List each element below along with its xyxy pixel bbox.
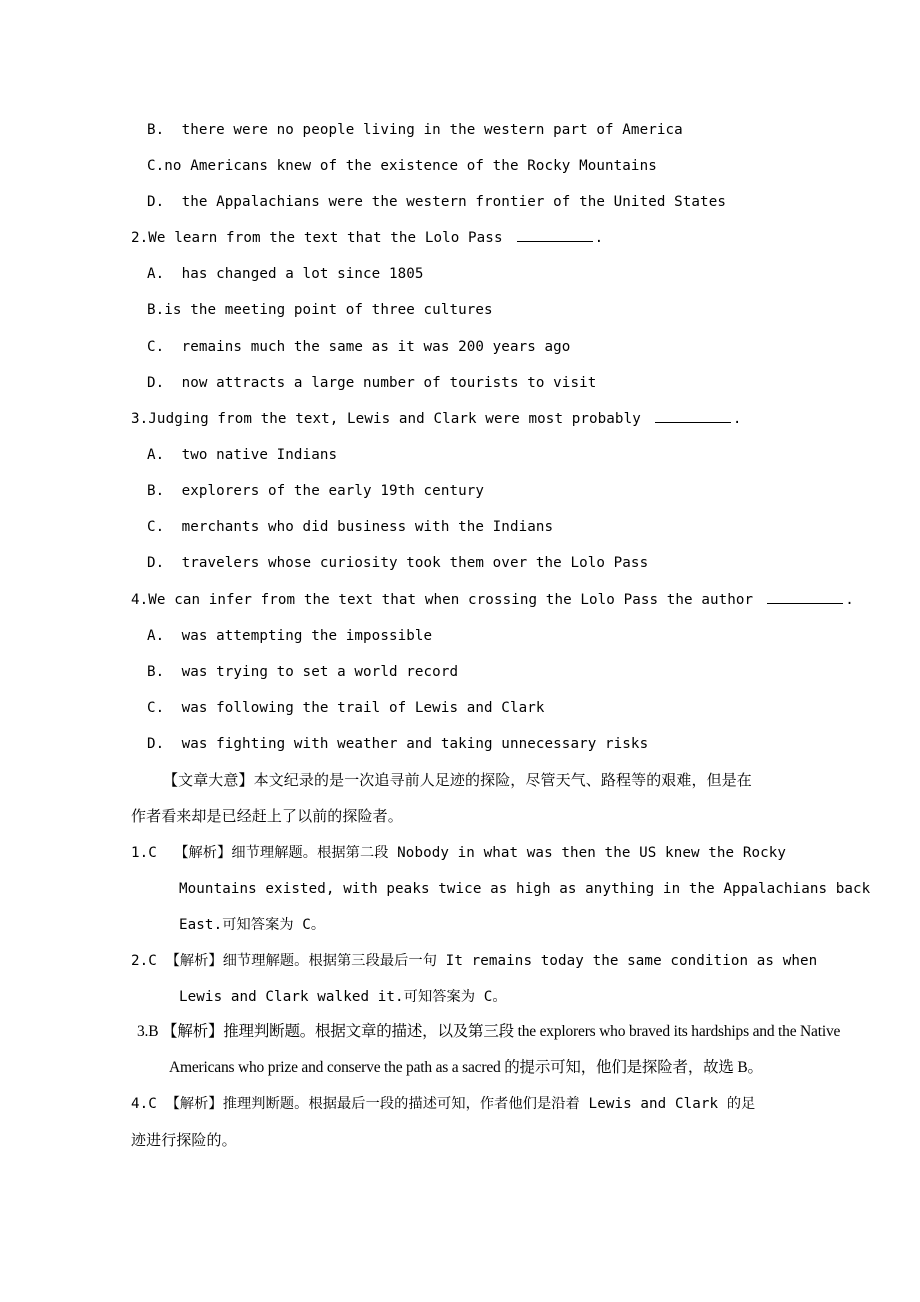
q3-stem-text: 3.Judging from the text, Lewis and Clark were most probably [131,411,641,427]
q3-option-d: D. travelers whose curiosity took them over the Lolo Pass [147,555,649,571]
q1-option-c: C.no Americans knew of the existence of the Rocky Mountains [147,158,657,174]
q3-stem-end: . [732,411,742,427]
q1-option-b: B. there were no people living in the western part of America [147,122,683,138]
summary-line-1: 【文章大意】本文纪录的是一次追寻前人足迹的探险，尽管天气、路程等的艰难，但是在 [163,771,752,789]
answer-2-line-2: Lewis and Clark walked it.可知答案为 C。 [179,989,507,1005]
answer-1-line-3: East.可知答案为 C。 [179,917,326,933]
q2-option-a: A. has changed a lot since 1805 [147,266,424,282]
q2-answer-blank [517,229,593,242]
q1-option-d: D. the Appalachians were the western frontier of the United States [147,194,726,210]
q3-option-c: C. merchants who did business with the Indians [147,519,554,535]
answer-2-line-1: 2.C 【解析】细节理解题。根据第三段最后一句 It remains today the same condition as when [131,953,818,969]
answer-1-line-1: 1.C 【解析】细节理解题。根据第二段 Nobody in what was then the US knew the Rocky [131,845,787,861]
q2-stem [131,228,603,248]
q4-stem-text: 4.We can infer from the text that when crossing the Lolo Pass the author [131,592,754,608]
q3-answer-blank [655,410,731,423]
q2-option-d: D. now attracts a large number of tourists to visit [147,375,597,391]
q4-option-c: C. was following the trail of Lewis and Clark [147,700,545,716]
q3-option-b: B. explorers of the early 19th century [147,483,485,499]
answer-4-line-1: 4.C 【解析】推理判断题。根据最后一段的描述可知，作者他们是沿着 Lewis and Clark 的足 [131,1096,756,1112]
q4-answer-blank [767,591,843,604]
answer-3-line-2: Americans who prize and conserve the path as a sacred 的提示可知，他们是探险者，故选 B。 [169,1059,763,1076]
summary-line-2: 作者看来却是已经赶上了以前的探险者。 [131,807,403,825]
q4-option-b: B. was trying to set a world record [147,664,459,680]
answer-3-line-1: 3.B 【解析】推理判断题。根据文章的描述，以及第三段 the explorers who braved its hardships and the Native [137,1023,841,1040]
q2-stem-text: 2.We learn from the text that the Lolo Pass [131,230,503,246]
q4-option-a: A. was attempting the impossible [147,628,433,644]
q3-stem [131,409,742,429]
q2-option-c: C. remains much the same as it was 200 years ago [147,339,571,355]
answer-1-line-2: Mountains existed, with peaks twice as high as anything in the Appalachians back [179,881,871,897]
q4-option-d: D. was fighting with weather and taking unnecessary risks [147,736,649,752]
q4-stem-end: . [845,592,854,608]
q4-stem [131,590,854,610]
answer-4-line-2: 迹进行探险的。 [131,1131,237,1149]
q2-stem-end: . [594,230,604,246]
q2-option-b: B.is the meeting point of three cultures [147,302,493,318]
q3-option-a: A. two native Indians [147,447,338,463]
